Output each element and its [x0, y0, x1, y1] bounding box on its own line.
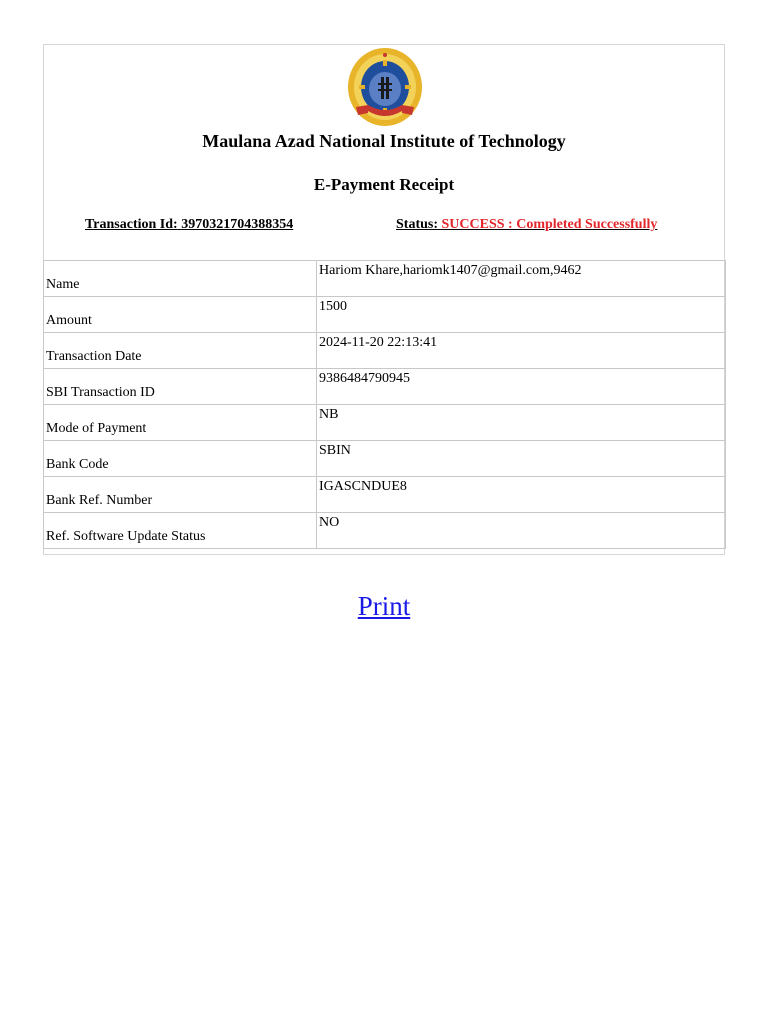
row-label: Amount	[44, 297, 317, 333]
row-label: SBI Transaction ID	[44, 369, 317, 405]
row-value: SBIN	[317, 441, 726, 477]
table-row	[44, 477, 726, 513]
transaction-id-value: 3970321704388354	[181, 217, 294, 232]
status-label: Status:	[396, 217, 439, 232]
print-link-container	[0, 591, 768, 622]
table-row	[44, 369, 726, 405]
table-row	[44, 261, 726, 297]
row-label: Name	[44, 261, 317, 297]
status-line	[396, 217, 657, 233]
row-value: NB	[317, 405, 726, 441]
status-value: SUCCESS : Completed Successfully	[441, 217, 658, 232]
row-label: Bank Code	[44, 441, 317, 477]
table-row	[44, 333, 726, 369]
institute-name: Maulana Azad National Institute of Technology	[202, 131, 566, 151]
row-value: Hariom Khare,hariomk1407@gmail.com,9462	[317, 261, 726, 297]
receipt-title: E-Payment Receipt	[313, 175, 455, 194]
row-value: 9386484790945	[317, 369, 726, 405]
payment-receipt	[43, 44, 725, 555]
row-value: IGASCNDUE8	[317, 477, 726, 513]
table-row	[44, 513, 726, 549]
row-value: NO	[317, 513, 726, 549]
row-label: Ref. Software Update Status	[44, 513, 317, 549]
receipt-header	[44, 45, 724, 260]
institute-logo-icon	[346, 47, 424, 131]
payment-details-table	[43, 260, 726, 549]
row-label: Mode of Payment	[44, 405, 317, 441]
table-row	[44, 441, 726, 477]
table-row	[44, 297, 726, 333]
row-label: Bank Ref. Number	[44, 477, 317, 513]
row-value: 2024-11-20 22:13:41	[317, 333, 726, 369]
print-link[interactable]: Print	[357, 591, 411, 621]
transaction-id-label: Transaction Id:	[85, 217, 178, 232]
row-label: Transaction Date	[44, 333, 317, 369]
transaction-id-line	[85, 217, 293, 233]
row-value: 1500	[317, 297, 726, 333]
table-row	[44, 405, 726, 441]
